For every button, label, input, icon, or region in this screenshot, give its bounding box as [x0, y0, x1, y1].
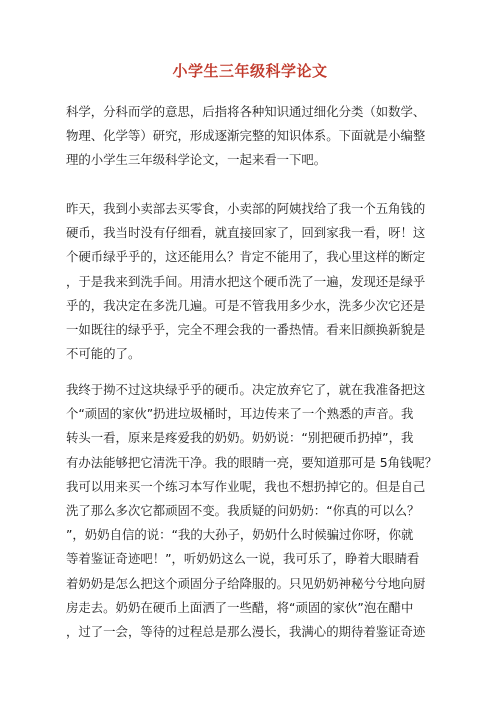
paragraph-line: 科学，分科而学的意思，后指将各种知识通过细化分类（如数学、	[66, 104, 426, 119]
paragraph-line: ”，奶奶自信的说：“我的大孙子，奶奶什么时候骗过你呀，你就	[66, 527, 414, 543]
paragraph-coin-story	[66, 197, 438, 366]
paragraph-line: 理的小学生三年级科学论文，一起来看一下吧。	[66, 152, 327, 168]
document-title: 小学生三年级科学论文	[172, 62, 328, 80]
paragraph-line: 洗了那么多次它都顽固不变。我质疑的问奶奶：“你真的可以么？	[66, 503, 420, 519]
paragraph-line: 我可以用来买一个练习本写作业呢，我也不想扔掉它的。但是自己	[66, 478, 426, 494]
paragraph-line: 个硬币绿乎乎的，这还能用么？肯定不能用了，我心里这样的断定	[66, 249, 426, 265]
paragraph-line: 有办法能够把它清洗干净。我的眼睛一亮，要知道那可是 5角钱呢？	[66, 454, 438, 470]
paragraph-line: 等着鉴证奇迹吧！”，听奶奶这么一说，我可乐了，睁着大眼睛看	[66, 551, 420, 567]
paragraph-line: 乎的，我决定在多洗几遍。可是不管我用多少水，洗多少次它还是	[66, 297, 426, 313]
paragraph-grandma-story	[66, 378, 438, 644]
paragraph-intro	[66, 100, 438, 173]
paragraph-line: 着奶奶是怎么把这个顽固分子给降服的。只见奶奶神秘兮兮地向厨	[66, 575, 426, 591]
paragraph-line: 一如既往的绿乎乎，完全不理会我的一番热情。看来旧颜换新貌是	[66, 322, 426, 338]
paragraph-line: 房走去。奶奶在硬币上面洒了一些醋，将“顽固的家伙”泡在醋中	[66, 599, 414, 615]
paragraph-line: 不可能的了。	[66, 346, 141, 362]
paragraph-line: 转头一看，原来是疼爱我的奶奶。奶奶说：“别把硬币扔掉”，我	[66, 430, 414, 446]
paragraph-line: 硬币，我当时没有仔细看，就直接回家了，回到家我一看，呀！这	[66, 225, 426, 241]
paragraph-line: 我终于拗不过这块绿乎乎的硬币。决定放弃它了，就在我准备把这	[66, 382, 426, 397]
paragraph-line: 个“顽固的家伙”扔进垃圾桶时，耳边传来了一个熟悉的声音。我	[66, 406, 414, 422]
paragraph-line: 物理、化学等）研究，形成逐渐完整的知识体系。下面就是小编整	[66, 128, 426, 144]
paragraph-line: 昨天，我到小卖部去买零食，小卖部的阿姨找给了我一个五角钱的	[66, 201, 426, 216]
paragraph-line: ，于是我来到洗手间。用清水把这个硬币洗了一遍，发现还是绿乎	[66, 273, 426, 289]
paragraph-line: ，过了一会，等待的过程总是那么漫长，我满心的期待着鉴证奇迹	[66, 624, 426, 640]
